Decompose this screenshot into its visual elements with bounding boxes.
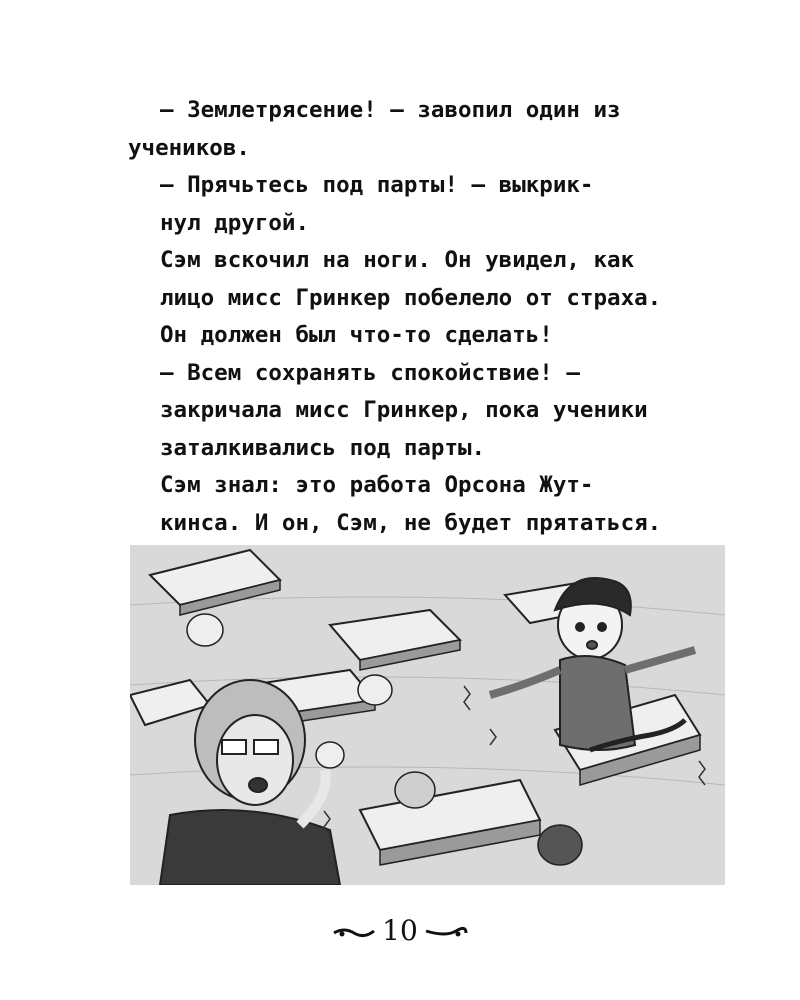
page-number [0,912,800,947]
text-line: лицо мисс Гринкер побелело от страха. [160,284,662,311]
text-line: — Всем сохранять спокойствие! — [160,359,580,386]
body-text [128,92,728,542]
page-number-value: 10 [382,914,418,947]
text-line: Сэм вскочил на ноги. Он увидел, как [160,247,635,273]
text-line: учеников. [128,134,250,161]
text-line: — Землетрясение! — завопил один из [160,97,621,123]
paragraph [128,355,728,468]
text-line: Сэм знал: это работа Орсона Жут- [160,472,594,498]
text-line: кинса. И он, Сэм, не будет прятаться. [160,509,662,536]
paragraph [128,467,728,542]
text-line: Он должен был что-то сделать! [160,322,553,348]
text-line: заталкивались под парты. [160,434,486,461]
text-line: закричала мисс Гринкер, пока ученики [160,397,648,423]
left-ornament-icon [332,923,376,939]
right-ornament-icon [424,923,468,939]
paragraph [128,92,728,167]
text-line: — Прячьтесь под парты! — выкрик- [160,172,594,198]
paragraph [128,242,728,355]
classroom-earthquake-illustration [130,545,725,885]
text-line: нул другой. [160,209,310,236]
paragraph [128,167,728,242]
